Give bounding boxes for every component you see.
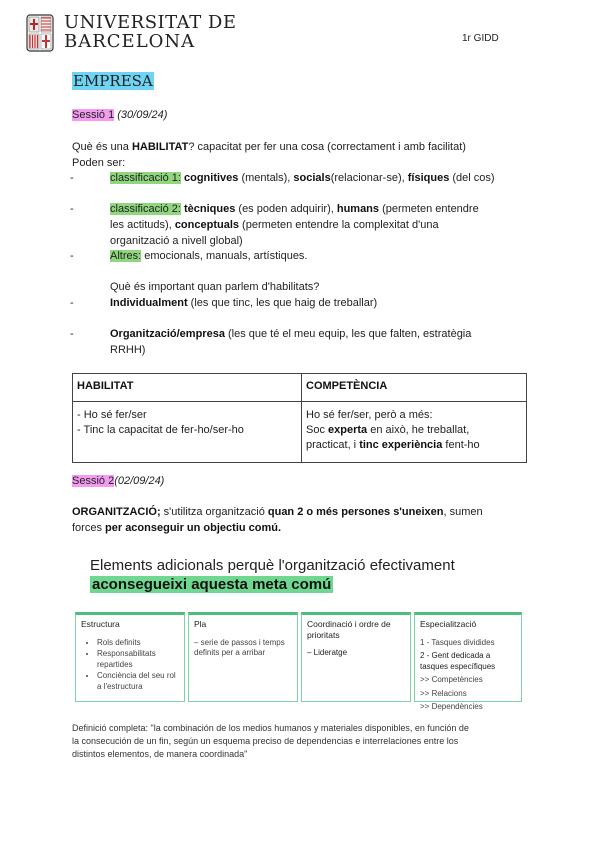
slide-title-line1: Elements adicionals perquè l'organització efectivament	[90, 557, 455, 574]
session-1-label: Sessió 1	[72, 109, 115, 121]
card-line: >> Competències	[420, 675, 483, 684]
course-label: 1r GIDD	[462, 33, 499, 44]
c2-t3: (permeten entendre la complexitat d'una	[239, 219, 439, 231]
card-line: >> Dependències	[420, 702, 483, 711]
organitzacio-definition: ORGANITZACIÓ; s'utilitza organització quan 2 o més persones s'uneixen, sumen forces per aconseguir un objectiu comú.	[72, 506, 483, 534]
card-title: Coordinació i ordre de prioritats	[307, 619, 391, 640]
comp-line1: Ho sé fer/ser, però a més:	[306, 409, 433, 421]
table-row	[73, 402, 527, 463]
class2-label: classificació 2:	[110, 203, 181, 215]
slide-title-highlight: aconsegueixi aquesta meta comú	[92, 576, 332, 593]
card-text: – Lideratge	[307, 648, 348, 657]
session-1-heading	[72, 108, 167, 124]
hab-line1: - Ho sé fer/ser	[77, 409, 147, 421]
c2-b2: humans	[336, 203, 380, 215]
session-2-label: Sessió 2	[72, 475, 115, 487]
c2-b1: tècniques	[183, 203, 236, 215]
c1-b2: socials	[293, 172, 331, 184]
hab-line2: - Tinc la capacitat de fer-ho/ser-ho	[77, 424, 244, 436]
card-line: 2 - Gent dedicada a tasques específiques	[420, 651, 496, 671]
c2-b3: conceptuals	[174, 219, 239, 231]
question-habilitat	[72, 140, 466, 171]
list-item: • Responsabilitats repartides	[97, 649, 179, 670]
table-header-habilitat: HABILITAT	[73, 374, 302, 402]
individual-bold: Individualment	[110, 297, 188, 309]
table-cell-habilitat	[73, 402, 302, 463]
university-logo	[26, 14, 54, 52]
c2-l2-t: les actituds),	[110, 219, 175, 231]
list-item-altres: - Altres: emocionals, manuals, artístiques.	[70, 250, 308, 262]
list-item-class2: - classificació 2: tècniques (es poden adquirir), humans (permeten entendre	[70, 203, 479, 215]
session-2-heading	[72, 474, 164, 490]
c1-b1: cognitives	[183, 172, 239, 184]
altres-label: Altres:	[110, 250, 142, 262]
card-estructura	[75, 612, 185, 702]
card-pla	[188, 612, 298, 702]
q1-bold: HABILITAT	[131, 141, 189, 153]
habilitat-competencia-table	[72, 373, 527, 463]
card-title: Estructura	[81, 619, 120, 629]
card-especialitzacio	[414, 612, 522, 711]
class2-line2	[110, 218, 439, 249]
session-2-date: (02/09/24)	[114, 475, 165, 487]
card-title: Especialització	[420, 619, 477, 629]
q1-line2: Poden ser:	[72, 156, 126, 169]
organitzacio-line2: RRHH)	[110, 344, 146, 356]
organitzacio-bold: Organització/empresa	[110, 328, 225, 340]
list-item-individual: - Individualment (les que tinc, les que haig de treballar)	[70, 297, 378, 309]
c1-t1: (mentals),	[238, 172, 294, 184]
definicio-completa	[72, 722, 469, 761]
class1-label: classificació 1:	[110, 172, 181, 184]
card-title: Pla	[194, 619, 207, 629]
table-cell-competencia: Ho sé fer/ser, però a més: Soc experta en això, he treballat, practicat, i tinc experiència fent-ho	[302, 402, 527, 463]
c2-t2: (permeten entendre	[379, 203, 479, 215]
logo-text-line2: BARCELONA	[64, 31, 196, 52]
def-line1: Definició completa: "la combinación de los medios humanos y materiales disponibles, en función de	[72, 723, 469, 733]
session-1-date: (30/09/24)	[114, 109, 168, 121]
page-title	[72, 72, 154, 91]
individual-text: (les que tinc, les que haig de treballar)	[187, 297, 378, 309]
c1-t2: (relacionar-se),	[330, 172, 408, 184]
table-header-competencia: COMPETÈNCIA	[302, 374, 527, 402]
q1-post: ? capacitat per fer una cosa (correctament i amb facilitat)	[188, 141, 466, 153]
q1-pre: Què és una	[72, 141, 132, 153]
c1-t3: (del cos)	[449, 172, 495, 184]
list-item: • Conciència del seu rol a l'estructura	[97, 671, 179, 692]
card-line: 1 - Tasques dividides	[420, 637, 495, 647]
slide-title-line2	[90, 576, 333, 594]
table-row	[73, 374, 527, 402]
c2-line3: organització a nivell global)	[110, 234, 243, 247]
def-line2: la consecución de un fin, según un esquema preciso de dependencias e interrelaciones entre los	[72, 736, 459, 746]
card-coordinacio	[301, 612, 411, 702]
list-item: • Rols definits	[97, 638, 179, 649]
page-title-text: EMPRESA	[73, 72, 153, 90]
list-item-organitzacio: - Organització/empresa (les que té el meu equip, les que falten, estratègia	[70, 328, 472, 340]
shield-icon	[26, 14, 54, 52]
c2-t1: (es poden adquirir),	[235, 203, 337, 215]
card-line: >> Relacions	[420, 688, 467, 698]
list-item-class1: - classificació 1: cognitives (mentals), socials(relacionar-se), físiques (del cos)	[70, 172, 495, 184]
c1-b3: físiques	[407, 172, 450, 184]
logo-text-line1: UNIVERSITAT DE	[64, 12, 237, 33]
question-important: Què és important quan parlem d'habilitats?	[110, 281, 320, 293]
organitzacio-text: (les que té el meu equip, les que falten, estratègia	[224, 328, 472, 340]
card-text: – serie de passos i temps definits per a arribar	[194, 637, 285, 657]
altres-text: emocionals, manuals, artístiques.	[141, 250, 308, 262]
def-line3: distintos elementos, de manera coordinada"	[72, 749, 248, 759]
